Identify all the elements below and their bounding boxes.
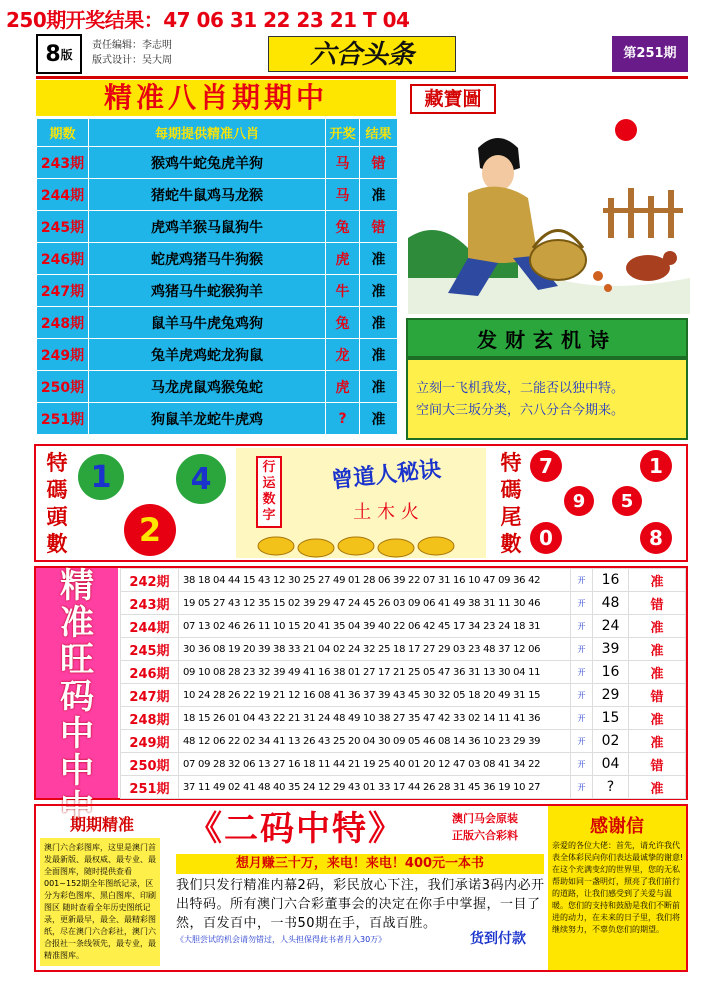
- zodiac-draw: 龙: [326, 339, 360, 371]
- zodiac-result: 错: [360, 147, 398, 179]
- zodiac-row: [37, 339, 398, 371]
- treasure-map-label: 藏寶圖: [410, 84, 496, 114]
- zodiac-row: [37, 275, 398, 307]
- hot-label-char: 精: [60, 566, 94, 606]
- fortune-title: 曾道人秘诀: [330, 457, 443, 494]
- hot-special: 15: [593, 707, 629, 730]
- zodiac-row: [37, 179, 398, 211]
- hot-period: 251期: [121, 776, 179, 799]
- hot-period: 247期: [121, 684, 179, 707]
- zodiac-result: 准: [360, 307, 398, 339]
- hot-result: 准: [629, 569, 686, 592]
- hot-label-char: 中: [60, 714, 94, 754]
- zodiac-row: [37, 147, 398, 179]
- hot-special: 02: [593, 730, 629, 753]
- hot-label-char: 旺: [60, 640, 94, 680]
- zodiac-result: 准: [360, 243, 398, 275]
- tail-ball-1: 7: [530, 450, 562, 482]
- hot-row: [121, 569, 686, 592]
- zodiac-draw: 马: [326, 179, 360, 211]
- hot-draw-tag: 开: [571, 615, 593, 638]
- hot-result: 准: [629, 707, 686, 730]
- hot-label-char: 准: [60, 603, 94, 643]
- page-version: [36, 34, 82, 74]
- poem-title: 发财玄机诗: [406, 318, 688, 358]
- tail-ball-5: 0: [530, 522, 562, 554]
- zodiac-period: 247期: [37, 275, 89, 307]
- thanks-title: 感谢信: [590, 816, 644, 837]
- zodiac-row: [37, 403, 398, 435]
- zodiac-period: 248期: [37, 307, 89, 339]
- hot-special: 39: [593, 638, 629, 661]
- head-ball-3: 2: [124, 504, 176, 556]
- hot-special: ?: [593, 776, 629, 799]
- hot-period: 248期: [121, 707, 179, 730]
- hot-result: 错: [629, 753, 686, 776]
- zodiac-picks: 鼠羊马牛虎兔鸡狗: [89, 307, 326, 339]
- hot-draw-tag: 开: [571, 707, 593, 730]
- tail-ball-4: 5: [612, 486, 642, 516]
- zodiac-picks: 猴鸡牛蛇兔虎羊狗: [89, 147, 326, 179]
- zodiac-draw: 虎: [326, 371, 360, 403]
- hot-draw-tag: 开: [571, 661, 593, 684]
- hot-label-char: 中: [60, 751, 94, 791]
- zodiac-draw: 兔: [326, 211, 360, 243]
- hot-draw-tag: 开: [571, 753, 593, 776]
- col-header-result: 结果: [360, 119, 398, 147]
- zodiac-draw: 兔: [326, 307, 360, 339]
- zodiac-result: 准: [360, 179, 398, 211]
- cash-on-delivery: 货到付款: [470, 931, 526, 947]
- hot-numbers: 38 18 04 44 15 43 12 30 25 27 49 01 28 06 39 22 07 31 16 10 47 09 36 42: [179, 569, 571, 592]
- hot-special: 16: [593, 661, 629, 684]
- zodiac-row: [37, 243, 398, 275]
- zodiac-result: 错: [360, 211, 398, 243]
- two-code-slogan: 想月赚三十万，来电！来电！400元一本书: [176, 854, 544, 874]
- hot-result: 准: [629, 776, 686, 799]
- tail-ball-6: 8: [640, 522, 672, 554]
- zodiac-picks: 虎鸡羊猴马鼠狗牛: [89, 211, 326, 243]
- hot-special: 04: [593, 753, 629, 776]
- two-code-promo: 我们只发行精准内幕2码，彩民放心下注，我们承诺3码内必开出特码。所有澳门六合彩董事会的决定在你手中掌握，一目了然，百发百中，一书50期在手，百战百胜。: [176, 878, 545, 931]
- hot-numbers: 37 11 49 02 41 48 40 35 24 12 29 43 01 33 17 44 26 28 31 45 36 19 10 27: [179, 776, 571, 799]
- zodiac-draw: 虎: [326, 243, 360, 275]
- hot-special: 24: [593, 615, 629, 638]
- two-code-tag: [424, 810, 546, 844]
- hot-numbers: 09 10 08 28 23 32 39 49 41 16 38 01 27 17 21 25 05 47 36 31 13 30 04 11: [179, 661, 571, 684]
- zodiac-period: 244期: [37, 179, 89, 211]
- zodiac-period: 249期: [37, 339, 89, 371]
- editors: [92, 38, 172, 68]
- hot-numbers: 19 05 27 43 12 35 15 02 39 29 47 24 45 26 03 09 06 41 49 38 31 11 30 46: [179, 592, 571, 615]
- editor-line-1: 责任编辑：李志明: [92, 40, 172, 51]
- zodiac-result: 准: [360, 275, 398, 307]
- head-ball-2: 4: [176, 454, 226, 504]
- issue-number: 第251期: [612, 36, 688, 72]
- thanks-body: 亲爱的各位大佬：首先，请允许我代表全体彩民向你们表达最诚挚的谢意!在这个充满变幻的世界里，您的无私帮助如同一盏明灯，照亮了我们前行的道路，让我们感受到了关爱与温暖。您们的支持和鼓励是我们不断前进的动力，在未来的日子里，我们将继续努力，不辜负您们的期望。: [552, 841, 684, 934]
- zodiac-result: 准: [360, 371, 398, 403]
- zodiac-draw: 牛: [326, 275, 360, 307]
- two-code-title: 《二码中特》: [188, 809, 404, 849]
- fortune-number-box: [236, 448, 486, 558]
- hot-period: 249期: [121, 730, 179, 753]
- hot-number-table: [120, 568, 686, 799]
- zodiac-result: 准: [360, 403, 398, 435]
- hot-row: [121, 638, 686, 661]
- tail-ball-2: 1: [640, 450, 672, 482]
- two-code-footnote: 《大胆尝试的机会请勿错过，人头担保得此书者月入30万》: [176, 935, 387, 944]
- hot-result: 错: [629, 684, 686, 707]
- hot-numbers: 18 15 26 01 04 43 22 21 31 24 48 49 10 38 27 35 47 42 33 02 14 11 41 36: [179, 707, 571, 730]
- hot-row: [121, 776, 686, 799]
- hot-draw-tag: 开: [571, 730, 593, 753]
- hot-draw-tag: 开: [571, 684, 593, 707]
- hot-row: [121, 592, 686, 615]
- hot-numbers: 10 24 28 26 22 19 21 12 16 08 41 36 37 39 43 45 30 32 05 18 20 49 31 15: [179, 684, 571, 707]
- fortune-tag: 行运数字: [256, 456, 282, 528]
- hot-numbers: 48 12 06 22 02 34 41 13 26 43 25 20 04 30 09 05 46 08 14 36 10 23 29 39: [179, 730, 571, 753]
- hot-period: 244期: [121, 615, 179, 638]
- hot-period: 246期: [121, 661, 179, 684]
- zodiac-picks: 猪蛇牛鼠鸡马龙猴: [89, 179, 326, 211]
- hot-result: 准: [629, 730, 686, 753]
- zodiac-result: 准: [360, 339, 398, 371]
- hot-period: 245期: [121, 638, 179, 661]
- zodiac-picks: 兔羊虎鸡蛇龙狗鼠: [89, 339, 326, 371]
- hot-row: [121, 661, 686, 684]
- gold-ingots-icon: [236, 448, 486, 558]
- hot-draw-tag: 开: [571, 776, 593, 799]
- hot-numbers: 30 36 08 19 20 39 38 33 21 04 02 24 32 25 18 17 27 29 03 23 48 37 12 06: [179, 638, 571, 661]
- hot-numbers: 07 09 28 32 06 13 27 16 18 11 44 21 19 25 40 01 20 12 47 03 08 41 34 22: [179, 753, 571, 776]
- head-digit-label: 特碼頭數: [46, 451, 68, 556]
- eight-zodiac-title: 精准八肖期期中: [36, 80, 396, 116]
- newspaper-title: 六合头条: [268, 36, 456, 72]
- zodiac-row: [37, 211, 398, 243]
- hot-period: 242期: [121, 569, 179, 592]
- hot-result: 准: [629, 661, 686, 684]
- hot-special: 29: [593, 684, 629, 707]
- editor-line-2: 版式设计：吴大周: [92, 55, 172, 66]
- hot-label-char: 码: [60, 677, 94, 717]
- hot-row: [121, 730, 686, 753]
- poem-line-2: 空间大三坂分类，六八分合今期来。: [416, 403, 625, 418]
- poem-body: [406, 358, 688, 440]
- hot-draw-tag: 开: [571, 638, 593, 661]
- zodiac-draw: 马: [326, 147, 360, 179]
- tail-ball-3: 9: [564, 486, 594, 516]
- zodiac-picks: 鸡猪马牛蛇猴狗羊: [89, 275, 326, 307]
- version-suffix: 版: [60, 47, 73, 62]
- hot-period: 250期: [121, 753, 179, 776]
- hot-row: [121, 684, 686, 707]
- hot-draw-tag: 开: [571, 569, 593, 592]
- tail-digit-label: 特碼尾數: [500, 451, 522, 556]
- zodiac-picks: 马龙虎鼠鸡猴兔蛇: [89, 371, 326, 403]
- hot-result: 准: [629, 638, 686, 661]
- zodiac-row: [37, 307, 398, 339]
- sun-icon: [615, 119, 637, 141]
- hot-row: [121, 753, 686, 776]
- hot-row: [121, 707, 686, 730]
- header-rule: [36, 76, 688, 79]
- zodiac-picks: 蛇虎鸡猪马牛狗猴: [89, 243, 326, 275]
- hot-row: [121, 615, 686, 638]
- poem-line-1: 立刻一飞机我发，二能否以独中特。: [416, 381, 625, 396]
- top-result-banner: 250期开奖结果：47 06 31 22 23 21 T 04: [6, 8, 410, 32]
- hot-label-char: 中: [60, 788, 94, 828]
- hot-numbers: 07 13 02 46 26 11 10 15 20 41 35 04 39 40 22 06 42 45 17 34 23 24 18 31: [179, 615, 571, 638]
- farmer-illustration: [408, 118, 690, 314]
- hot-draw-tag: 开: [571, 592, 593, 615]
- zodiac-period: 245期: [37, 211, 89, 243]
- fortune-elements: 土 木 火: [353, 502, 419, 523]
- hot-result: 错: [629, 592, 686, 615]
- version-number: 8: [45, 41, 61, 67]
- zodiac-period: 250期: [37, 371, 89, 403]
- zodiac-draw: ?: [326, 403, 360, 435]
- zodiac-period: 243期: [37, 147, 89, 179]
- accuracy-body: 澳门六合彩图库，这里是澳门首发最新版、最权威、最专业、最全面图库，随时提供查看001~152期全年图纸记录，区分为彩色图库、黑白图库、印刷图区 随时查看全年历史图纸记录，更新最早，最全、最精彩图纸，尽在澳门六合彩社，澳门六合报社一条线领先，最专业，最精准图库。: [40, 838, 160, 966]
- accuracy-title: 期期精准: [69, 815, 134, 834]
- col-header-picks: 每期提供精准八肖: [89, 119, 326, 147]
- col-header-period: 期数: [37, 119, 89, 147]
- zodiac-period: 251期: [37, 403, 89, 435]
- col-header-draw: 开奖: [326, 119, 360, 147]
- hot-special: 16: [593, 569, 629, 592]
- hot-period: 243期: [121, 592, 179, 615]
- hot-special: 48: [593, 592, 629, 615]
- head-ball-1: 1: [78, 454, 124, 500]
- zodiac-period: 246期: [37, 243, 89, 275]
- hot-result: 准: [629, 615, 686, 638]
- eight-zodiac-table: [36, 118, 398, 435]
- zodiac-picks: 狗鼠羊龙蛇牛虎鸡: [89, 403, 326, 435]
- two-code-tag-2: 正版六合彩料: [452, 829, 518, 842]
- zodiac-row: [37, 371, 398, 403]
- two-code-tag-1: 澳门马会原装: [452, 812, 518, 825]
